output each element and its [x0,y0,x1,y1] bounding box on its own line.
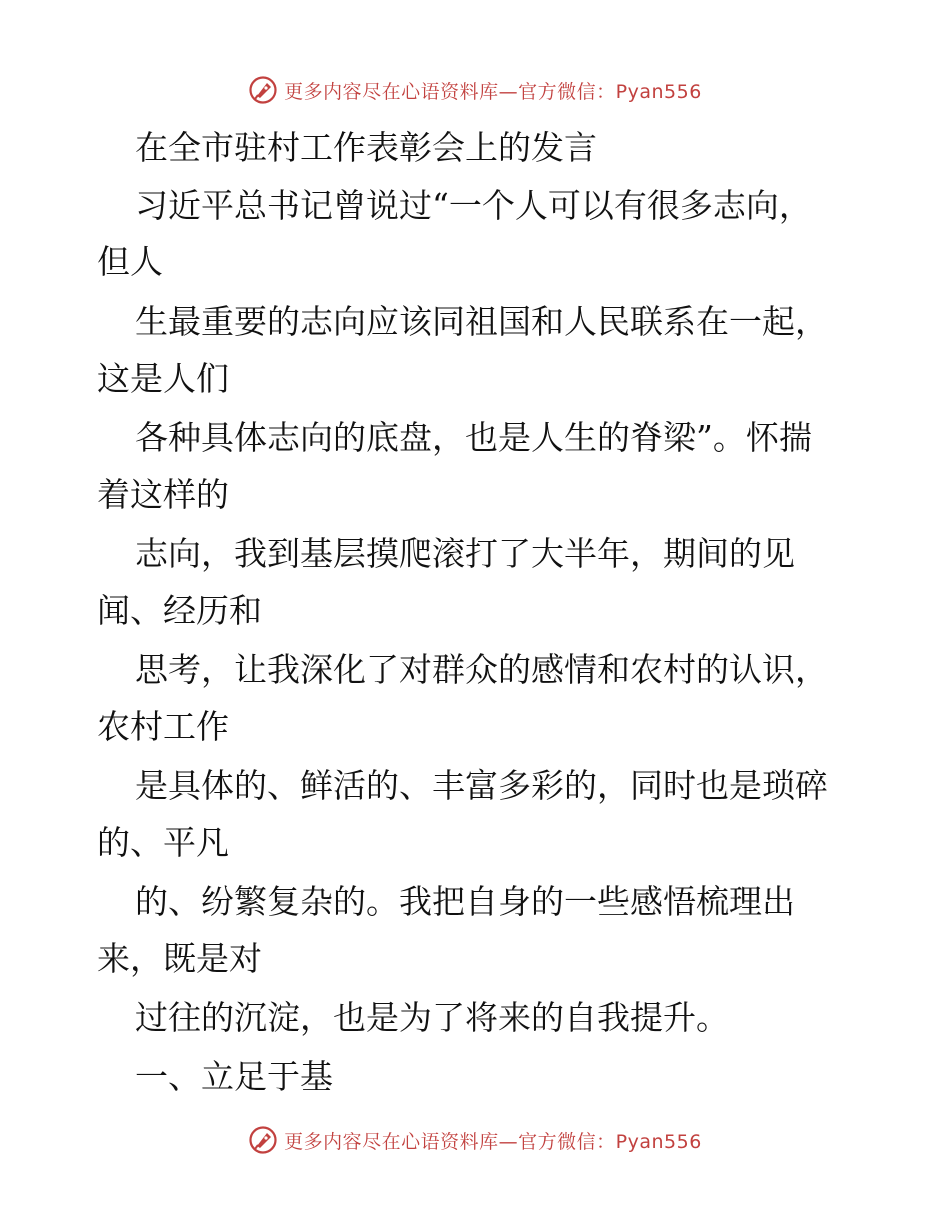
footer-watermark-text: 更多内容尽在心语资料库—官方微信：Pyan556 [284,1130,702,1153]
paragraph-line: 思考，让我深化了对群众的感情和农村的认识， [135,650,828,689]
paragraph-line: 习近平总书记曾说过“一个人可以有很多志向， [135,186,812,225]
paragraph-line: 生最重要的志向应该同祖国和人民联系在一起， [135,302,828,341]
paragraph-line: 各种具体志向的底盘，也是人生的脊梁”。怀揣 [135,418,812,457]
pen-nib-logo-icon [248,1125,278,1155]
paragraph-line: 但人 [97,242,163,281]
paragraph-line: 的、纷繁复杂的。我把自身的一些感悟梳理出 [135,882,795,921]
paragraph-line: 着这样的 [97,475,229,514]
paragraph-line: 这是人们 [97,359,229,398]
paragraph-line: 志向，我到基层摸爬滚打了大半年，期间的见 [135,534,795,573]
paragraph-line: 农村工作 [97,707,229,746]
section-heading: 一、立足于基 [135,1057,333,1096]
footer-watermark-banner [0,1120,950,1160]
header-watermark-text: 更多内容尽在心语资料库—官方微信：Pyan556 [284,80,702,103]
document-title: 在全市驻村工作表彰会上的发言 [135,128,597,167]
paragraph-line: 的、平凡 [97,823,229,862]
paragraph-line: 是具体的、鲜活的、丰富多彩的，同时也是琐碎 [135,766,828,805]
paragraph-line: 闻、经历和 [97,591,262,630]
paragraph-line: 来，既是对 [97,939,262,978]
paragraph-line: 过往的沉淀，也是为了将来的自我提升。 [135,998,729,1037]
